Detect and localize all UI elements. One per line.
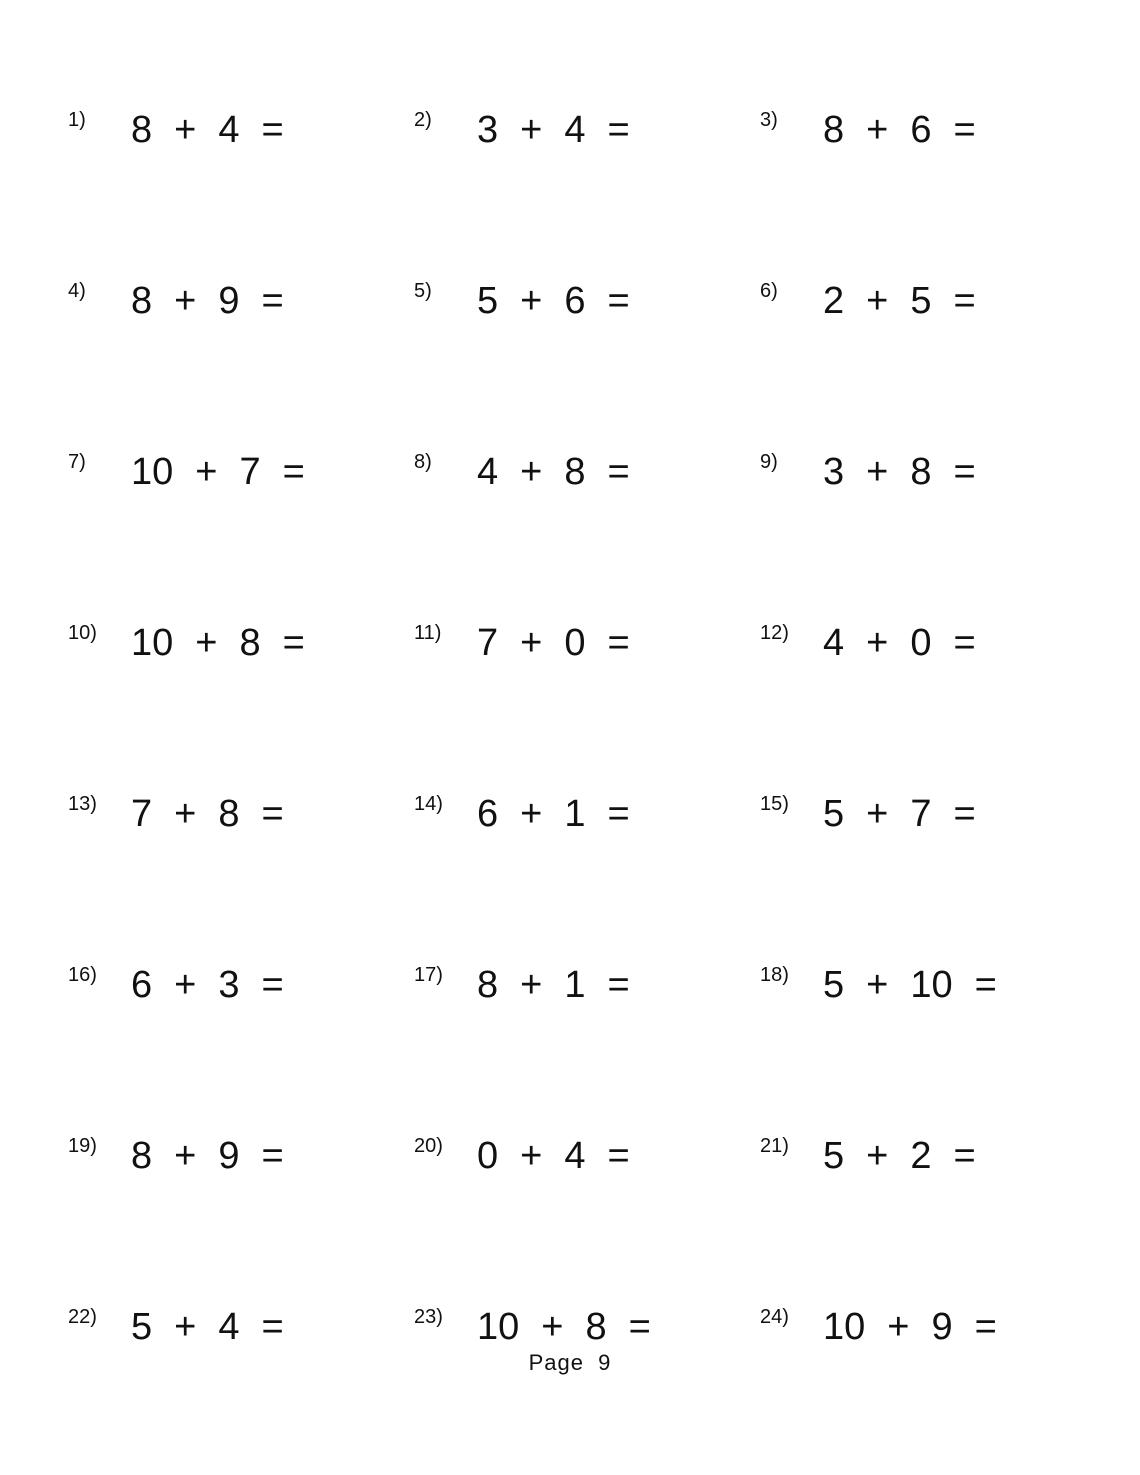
operand-b: 1 [564, 793, 586, 835]
operand-a: 5 [823, 964, 845, 1006]
operand-b: 10 [910, 964, 953, 1006]
operand-a: 5 [131, 1306, 153, 1348]
problem-number: 2) [414, 109, 432, 131]
problem-expression [823, 1134, 976, 1178]
problem-expression [477, 450, 630, 494]
operand-b: 7 [239, 451, 261, 493]
operator: + [520, 280, 543, 322]
operand-b: 6 [564, 280, 586, 322]
operator: + [520, 451, 543, 493]
operand-b: 1 [564, 964, 586, 1006]
problem-expression [823, 108, 976, 152]
operand-b: 0 [910, 622, 932, 664]
operator: + [174, 964, 197, 1006]
operand-a: 3 [823, 451, 845, 493]
operator: + [174, 1135, 197, 1177]
operand-b: 3 [218, 964, 240, 1006]
operand-a: 0 [477, 1135, 499, 1177]
operand-a: 8 [131, 280, 153, 322]
operand-a: 10 [477, 1306, 520, 1348]
operator: + [866, 622, 889, 664]
page-number: Page 9 [528, 1350, 612, 1375]
equals-sign: = [607, 109, 630, 151]
problem-number: 14) [414, 793, 443, 815]
problem-expression [477, 621, 630, 665]
operator: + [174, 109, 197, 151]
operand-a: 4 [823, 622, 845, 664]
problem-number: 12) [760, 622, 789, 644]
problem-number: 16) [68, 964, 97, 986]
problem-expression [823, 1305, 997, 1349]
equals-sign: = [607, 280, 630, 322]
problem-number: 10) [68, 622, 97, 644]
problem-expression [477, 279, 630, 323]
operand-a: 5 [823, 1135, 845, 1177]
operator: + [866, 109, 889, 151]
problem-expression [477, 963, 630, 1007]
problem-number: 20) [414, 1135, 443, 1157]
operator: + [520, 109, 543, 151]
problem-expression [477, 108, 630, 152]
operator: + [520, 622, 543, 664]
problem-number: 9) [760, 451, 778, 473]
operator: + [520, 1135, 543, 1177]
equals-sign: = [261, 793, 284, 835]
problem-expression [477, 1305, 651, 1349]
equals-sign: = [974, 964, 997, 1006]
problem-expression [823, 963, 997, 1007]
equals-sign: = [261, 1135, 284, 1177]
operand-b: 8 [239, 622, 261, 664]
operand-b: 4 [564, 1135, 586, 1177]
operand-b: 4 [218, 109, 240, 151]
equals-sign: = [261, 280, 284, 322]
equals-sign: = [607, 964, 630, 1006]
equals-sign: = [261, 109, 284, 151]
equals-sign: = [953, 451, 976, 493]
operand-a: 6 [131, 964, 153, 1006]
problem-number: 5) [414, 280, 432, 302]
operand-a: 5 [477, 280, 499, 322]
operator: + [520, 964, 543, 1006]
equals-sign: = [953, 622, 976, 664]
problem-expression [131, 450, 305, 494]
operator: + [866, 451, 889, 493]
operand-a: 2 [823, 280, 845, 322]
problem-number: 3) [760, 109, 778, 131]
operand-b: 6 [910, 109, 932, 151]
problem-number: 11) [414, 622, 442, 644]
problem-number: 22) [68, 1306, 97, 1328]
operator: + [866, 793, 889, 835]
problem-expression [823, 450, 976, 494]
operand-a: 7 [131, 793, 153, 835]
operator: + [174, 280, 197, 322]
problem-number: 17) [414, 964, 443, 986]
problem-number: 15) [760, 793, 789, 815]
problem-number: 13) [68, 793, 97, 815]
operand-b: 9 [218, 280, 240, 322]
operand-b: 8 [585, 1306, 607, 1348]
problem-expression [823, 792, 976, 836]
operand-b: 8 [910, 451, 932, 493]
problem-number: 8) [414, 451, 432, 473]
problem-expression [823, 621, 976, 665]
operand-b: 8 [218, 793, 240, 835]
operand-a: 8 [823, 109, 845, 151]
problem-expression [131, 792, 284, 836]
operand-b: 2 [910, 1135, 932, 1177]
operand-a: 10 [823, 1306, 866, 1348]
operand-a: 6 [477, 793, 499, 835]
problem-expression [477, 1134, 630, 1178]
equals-sign: = [974, 1306, 997, 1348]
operand-b: 9 [218, 1135, 240, 1177]
operator: + [195, 622, 218, 664]
equals-sign: = [953, 280, 976, 322]
problem-number: 4) [68, 280, 86, 302]
problem-expression [131, 108, 284, 152]
operand-a: 8 [131, 1135, 153, 1177]
problem-number: 23) [414, 1306, 443, 1328]
equals-sign: = [261, 1306, 284, 1348]
problem-number: 1) [68, 109, 86, 131]
operand-a: 10 [131, 622, 174, 664]
equals-sign: = [628, 1306, 651, 1348]
operand-b: 0 [564, 622, 586, 664]
problem-expression [131, 1305, 284, 1349]
operator: + [866, 1135, 889, 1177]
problem-expression [477, 792, 630, 836]
equals-sign: = [282, 622, 305, 664]
operand-a: 10 [131, 451, 174, 493]
operand-b: 9 [931, 1306, 953, 1348]
problem-expression [131, 963, 284, 1007]
equals-sign: = [607, 622, 630, 664]
operator: + [866, 964, 889, 1006]
problem-number: 6) [760, 280, 778, 302]
operator: + [195, 451, 218, 493]
operator: + [541, 1306, 564, 1348]
equals-sign: = [261, 964, 284, 1006]
operand-a: 5 [823, 793, 845, 835]
operand-b: 4 [218, 1306, 240, 1348]
equals-sign: = [607, 1135, 630, 1177]
operand-b: 7 [910, 793, 932, 835]
problem-number: 19) [68, 1135, 97, 1157]
operand-b: 5 [910, 280, 932, 322]
equals-sign: = [607, 451, 630, 493]
problem-number: 7) [68, 451, 86, 473]
equals-sign: = [953, 109, 976, 151]
problem-number: 21) [760, 1135, 789, 1157]
operand-a: 4 [477, 451, 499, 493]
operand-a: 7 [477, 622, 499, 664]
operand-b: 8 [564, 451, 586, 493]
operator: + [520, 793, 543, 835]
equals-sign: = [282, 451, 305, 493]
operator: + [174, 793, 197, 835]
problem-number: 24) [760, 1306, 789, 1328]
operand-a: 8 [131, 109, 153, 151]
problem-expression [131, 1134, 284, 1178]
problem-number: 18) [760, 964, 789, 986]
equals-sign: = [953, 1135, 976, 1177]
equals-sign: = [607, 793, 630, 835]
operator: + [866, 280, 889, 322]
operator: + [887, 1306, 910, 1348]
operand-b: 4 [564, 109, 586, 151]
problem-expression [823, 279, 976, 323]
operand-a: 8 [477, 964, 499, 1006]
problem-expression [131, 279, 284, 323]
equals-sign: = [953, 793, 976, 835]
operand-a: 3 [477, 109, 499, 151]
operator: + [174, 1306, 197, 1348]
problem-expression [131, 621, 305, 665]
